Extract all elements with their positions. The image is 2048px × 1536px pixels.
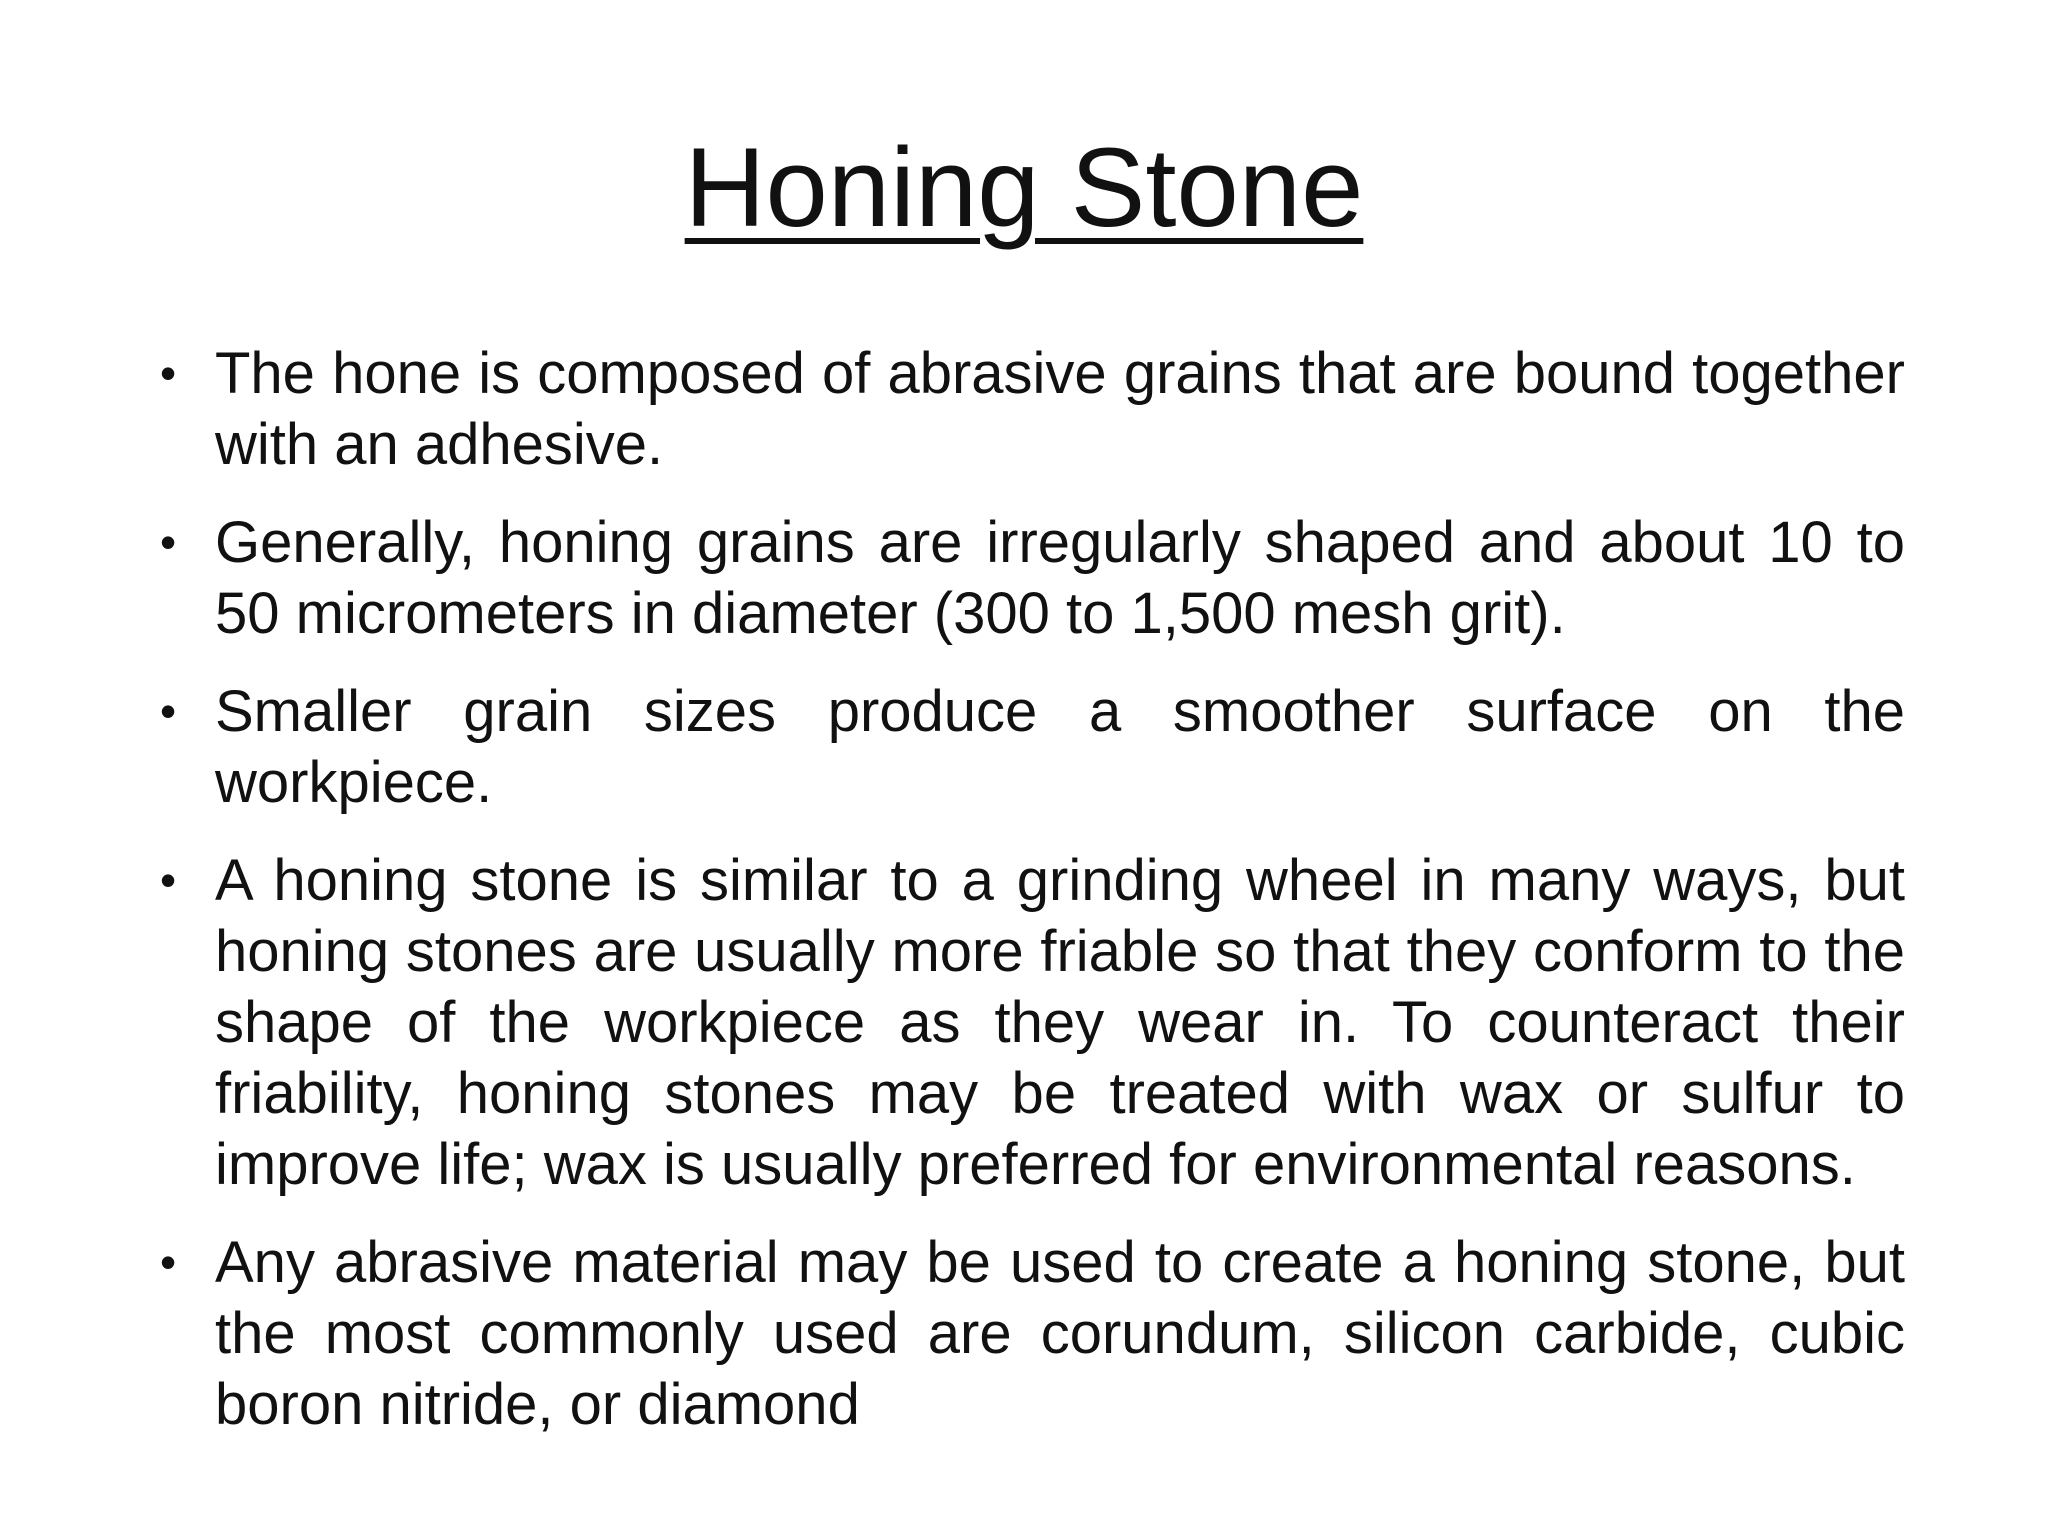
bullet-icon: • — [160, 685, 177, 737]
bullet-item — [160, 507, 1905, 649]
bullet-icon: • — [160, 854, 177, 906]
slide-title — [0, 118, 2048, 258]
bullet-text: The hone is composed of abrasive grains that are bound together with an adhesive. — [215, 341, 1905, 477]
slide-title-text: Honing Stone — [684, 125, 1364, 250]
bullet-icon: • — [160, 516, 177, 568]
bullet-item — [160, 1227, 1905, 1440]
bullet-text: Smaller grain sizes produce a smoother surface on the workpiece. — [215, 679, 1905, 815]
bullet-icon: • — [160, 1236, 177, 1288]
bullet-item — [160, 338, 1905, 480]
bullet-item — [160, 845, 1905, 1200]
bullet-item — [160, 676, 1905, 818]
bullet-text: A honing stone is similar to a grinding wheel in many ways, but honing stones are usually more friable so that they conform to the shape of the workpiece as they wear in. To counteract their friability, honing stones may be treated with wax or sulfur to improve life; wax is usually preferred for environmental reasons. — [215, 848, 1905, 1197]
bullet-icon: • — [160, 347, 177, 399]
bullet-text: Generally, honing grains are irregularly shaped and about 10 to 50 micrometers in diameter (300 to 1,500 mesh grit). — [215, 510, 1905, 646]
bullet-list — [160, 338, 1905, 1467]
bullet-text: Any abrasive material may be used to create a honing stone, but the most commonly used are corundum, silicon carbide, cubic boron nitride, or diamond — [215, 1230, 1905, 1437]
